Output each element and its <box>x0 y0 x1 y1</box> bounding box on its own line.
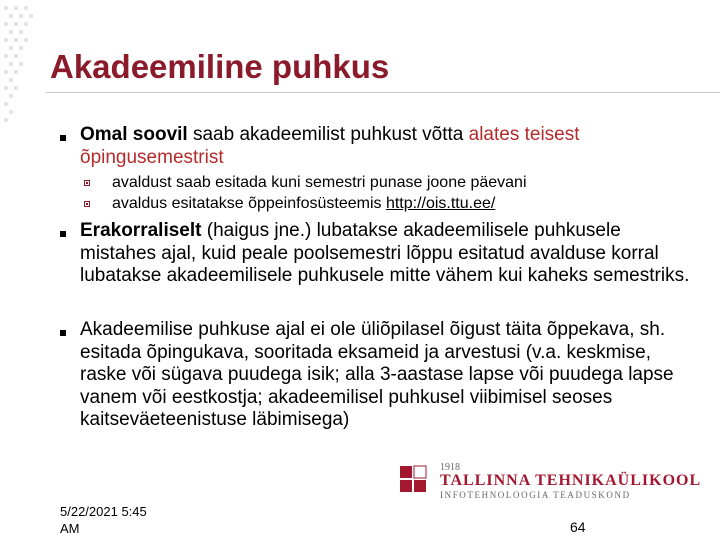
bullet-own-will-bold: Omal soovil <box>80 124 188 145</box>
bullet-own-will <box>80 124 700 169</box>
bullet-own-will-text: saab akadeemilist puhkust võtta <box>187 124 469 145</box>
sub-bullet-icon <box>84 201 90 207</box>
bullet-restrictions <box>80 319 680 432</box>
bullet-square-icon <box>60 231 66 237</box>
footer-date-line1: 5/22/2021 5:45 <box>60 504 147 519</box>
bullet-extraordinary-text: (haigus jne.) lubatakse akadeemilisele puhkusele mistahes ajal, kuid peale poolsemestri lõppu esitatud avalduse korral lubatakse akadeemilisele puhkusele mitte vähem kui kaheks semestriks. <box>80 220 690 286</box>
logo-square-icon <box>400 480 412 492</box>
sub-bullet-icon <box>84 180 90 186</box>
title-divider <box>46 92 720 93</box>
decorative-dot-pattern <box>0 0 42 540</box>
page-number: 64 <box>570 519 586 535</box>
bullet-own-will-highlight: alates teisest õpingusemestrist <box>80 124 580 168</box>
footer-date-line2: AM <box>60 521 80 536</box>
bullet-extraordinary-bold: Erakorraliselt <box>80 220 202 241</box>
sub-bullet-deadline <box>112 172 702 193</box>
sub-bullet-ois-text: avaldus esitatakse õppeinfosüsteemis <box>112 195 386 212</box>
ois-link[interactable]: http://ois.ttu.ee/ <box>385 195 496 212</box>
logo-square-icon <box>414 466 426 478</box>
logo-square-icon <box>414 480 426 492</box>
logo-name: TALLINNA TEHNIKAÜLIKOOL <box>440 472 702 489</box>
sub-bullet-deadline-text: avaldust saab esitada kuni semestri punase joone päevani <box>112 174 527 191</box>
university-logo <box>396 458 702 504</box>
logo-square-icon <box>400 466 412 478</box>
slide-title: Akadeemiline puhkus <box>50 48 390 85</box>
bullet-square-icon <box>60 330 66 336</box>
logo-faculty: INFOTEHNOLOOGIA TEADUSKOND <box>440 490 631 500</box>
bullet-extraordinary <box>80 220 690 288</box>
logo-year: 1918 <box>440 462 460 473</box>
footer-date <box>60 503 147 537</box>
sub-bullet-ois <box>112 193 702 214</box>
bullet-restrictions-text: Akadeemilise puhkuse ajal ei ole üliõpilasel õigust täita õppekava, sh. esitada õpingukava, sooritada eksameid ja arvestusi (v.a. keskmise, raske või sügava puudega isik; alla 3-aastase lapse või puudega lapse vanem või eestkostja; akadeemilisel puhkusel viibimisel seoses kaitseväeteenistuse läbimisega) <box>80 319 674 430</box>
bullet-square-icon <box>60 135 66 141</box>
